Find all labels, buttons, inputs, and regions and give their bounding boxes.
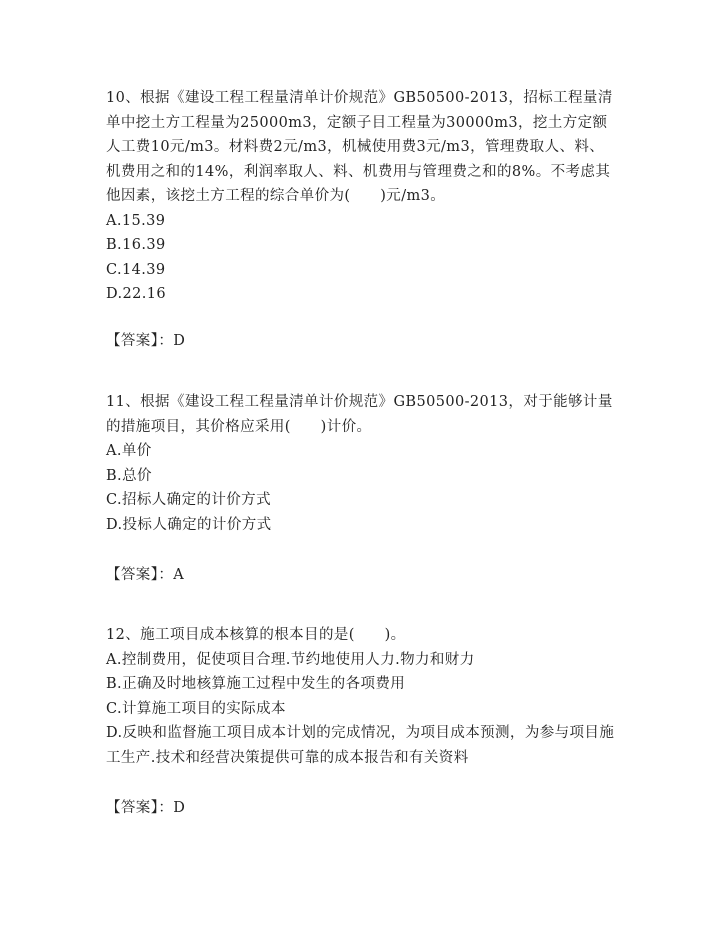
- question-12: [106, 623, 616, 770]
- option-c: C.招标人确定的计价方式: [106, 492, 271, 508]
- answer-10: 【答案】：D: [106, 333, 186, 349]
- option-a: A.15.39: [106, 212, 166, 229]
- option-d: D.22.16: [106, 286, 167, 302]
- option-b: B.总价: [106, 467, 152, 484]
- question-10: [106, 86, 616, 307]
- question-stem: 10、根据《建设工程工程量清单计价规范》GB50500-2013，招标工程量清单中挖土方工程量为25000m3，定额子目工程量为30000m3，挖土方定额人工费10元/m3。材料费2元/m3，机械使用费3元/m3，管理费取人、料、机费用之和的14%，利润率取人、料、机费用与管理费之和的8%。不考虑其他因素，该挖土方工程的综合单价为( )元/m3。: [106, 90, 613, 204]
- option-b: B.正确及时地核算施工过程中发生的各项费用: [106, 676, 406, 692]
- option-c: C.14.39: [106, 261, 166, 278]
- question-stem: 11、根据《建设工程工程量清单计价规范》GB50500-2013，对于能够计量的措施项目，其价格应采用( )计价。: [106, 394, 613, 435]
- option-a: A.单价: [106, 443, 152, 459]
- answer-12: 【答案】：D: [106, 800, 186, 816]
- option-b: B.16.39: [106, 237, 166, 253]
- option-c: C.计算施工项目的实际成本: [106, 700, 286, 717]
- option-d: D.投标人确定的计价方式: [106, 516, 272, 533]
- question-11: [106, 390, 616, 537]
- question-stem: 12、施工项目成本核算的根本目的是( )。: [106, 627, 406, 643]
- option-d: D.反映和监督施工项目成本计划的完成情况，为项目成本预测，为参与项目施工生产.技术和经营决策提供可靠的成本报告和有关资料: [106, 725, 615, 766]
- option-a: A.控制费用，促使项目合理.节约地使用人力.物力和财力: [106, 651, 475, 668]
- answer-11: 【答案】：A: [106, 567, 185, 583]
